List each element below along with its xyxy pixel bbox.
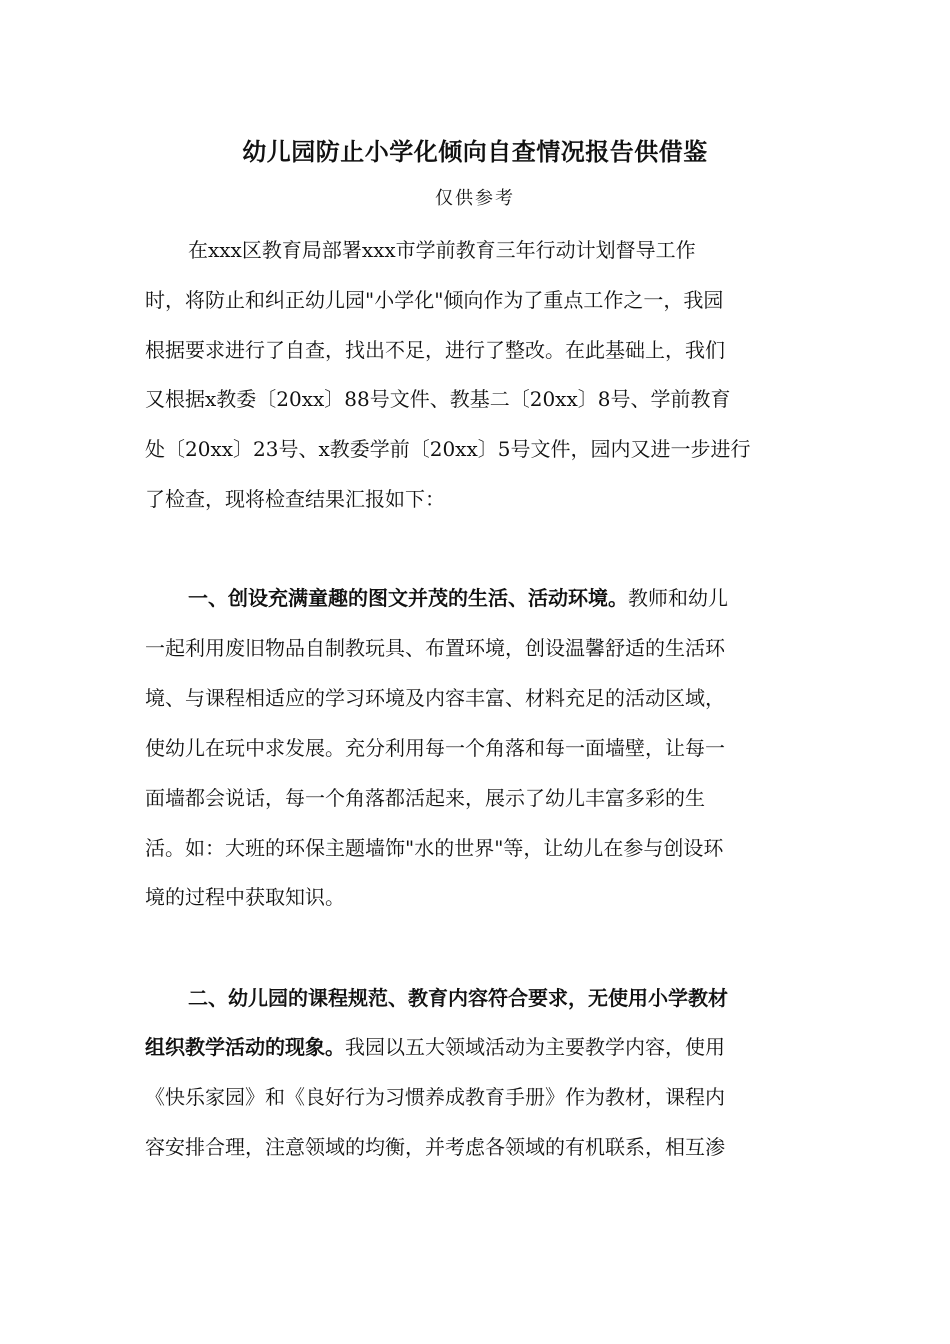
section-1-line: 境、与课程相适应的学习环境及内容丰富、材料充足的活动区域， [145,686,725,710]
section-2-line: 《快乐家园》和《良好行为习惯养成教育手册》作为教材，课程内 [145,1085,725,1109]
paragraph-1-line: 在xxx区教育局部署xxx市学前教育三年行动计划督导工作 [188,238,696,262]
document-title: 幼儿园防止小学化倾向自查情况报告供借鉴 [242,138,708,166]
section-2-second-line [145,1032,725,1062]
paragraph-1-line: 了检查，现将检查结果汇报如下： [145,487,445,511]
section-1-first-text: 教师和幼儿 [628,586,728,610]
section-1-line: 一起利用废旧物品自制教玩具、布置环境，创设温馨舒适的生活环 [145,636,725,660]
section-1-heading: 一、创设充满童趣的图文并茂的生活、活动环境。 [188,586,628,610]
document-subtitle: 仅供参考 [435,188,515,209]
paragraph-1-line: 时，将防止和纠正幼儿园"小学化"倾向作为了重点工作之一，我园 [145,288,724,312]
section-1-first-line [188,583,728,613]
section-2-second-text: 我园以五大领域活动为主要教学内容，使用 [345,1035,725,1059]
paragraph-1-line: 根据要求进行了自查，找出不足，进行了整改。在此基础上，我们 [145,338,725,362]
section-1-line: 面墙都会说话，每一个角落都活起来，展示了幼儿丰富多彩的生 [145,786,705,810]
section-1-line: 使幼儿在玩中求发展。充分利用每一个角落和每一面墙壁，让每一 [145,736,725,760]
paragraph-1-line: 又根据x教委〔20xx〕88号文件、教基二〔20xx〕8号、学前教育 [145,387,731,411]
section-1-line: 活。如：大班的环保主题墙饰"水的世界"等，让幼儿在参与创设环 [145,836,724,860]
section-2-line: 容安排合理，注意领域的均衡，并考虑各领域的有机联系，相互渗 [145,1135,725,1159]
section-2-heading-line: 二、幼儿园的课程规范、教育内容符合要求，无使用小学教材 [188,986,728,1010]
paragraph-1-line: 处〔20xx〕23号、x教委学前〔20xx〕5号文件，园内又进一步进行 [145,437,751,461]
section-1-line: 境的过程中获取知识。 [145,885,345,909]
section-2-heading: 组织教学活动的现象。 [145,1035,345,1059]
